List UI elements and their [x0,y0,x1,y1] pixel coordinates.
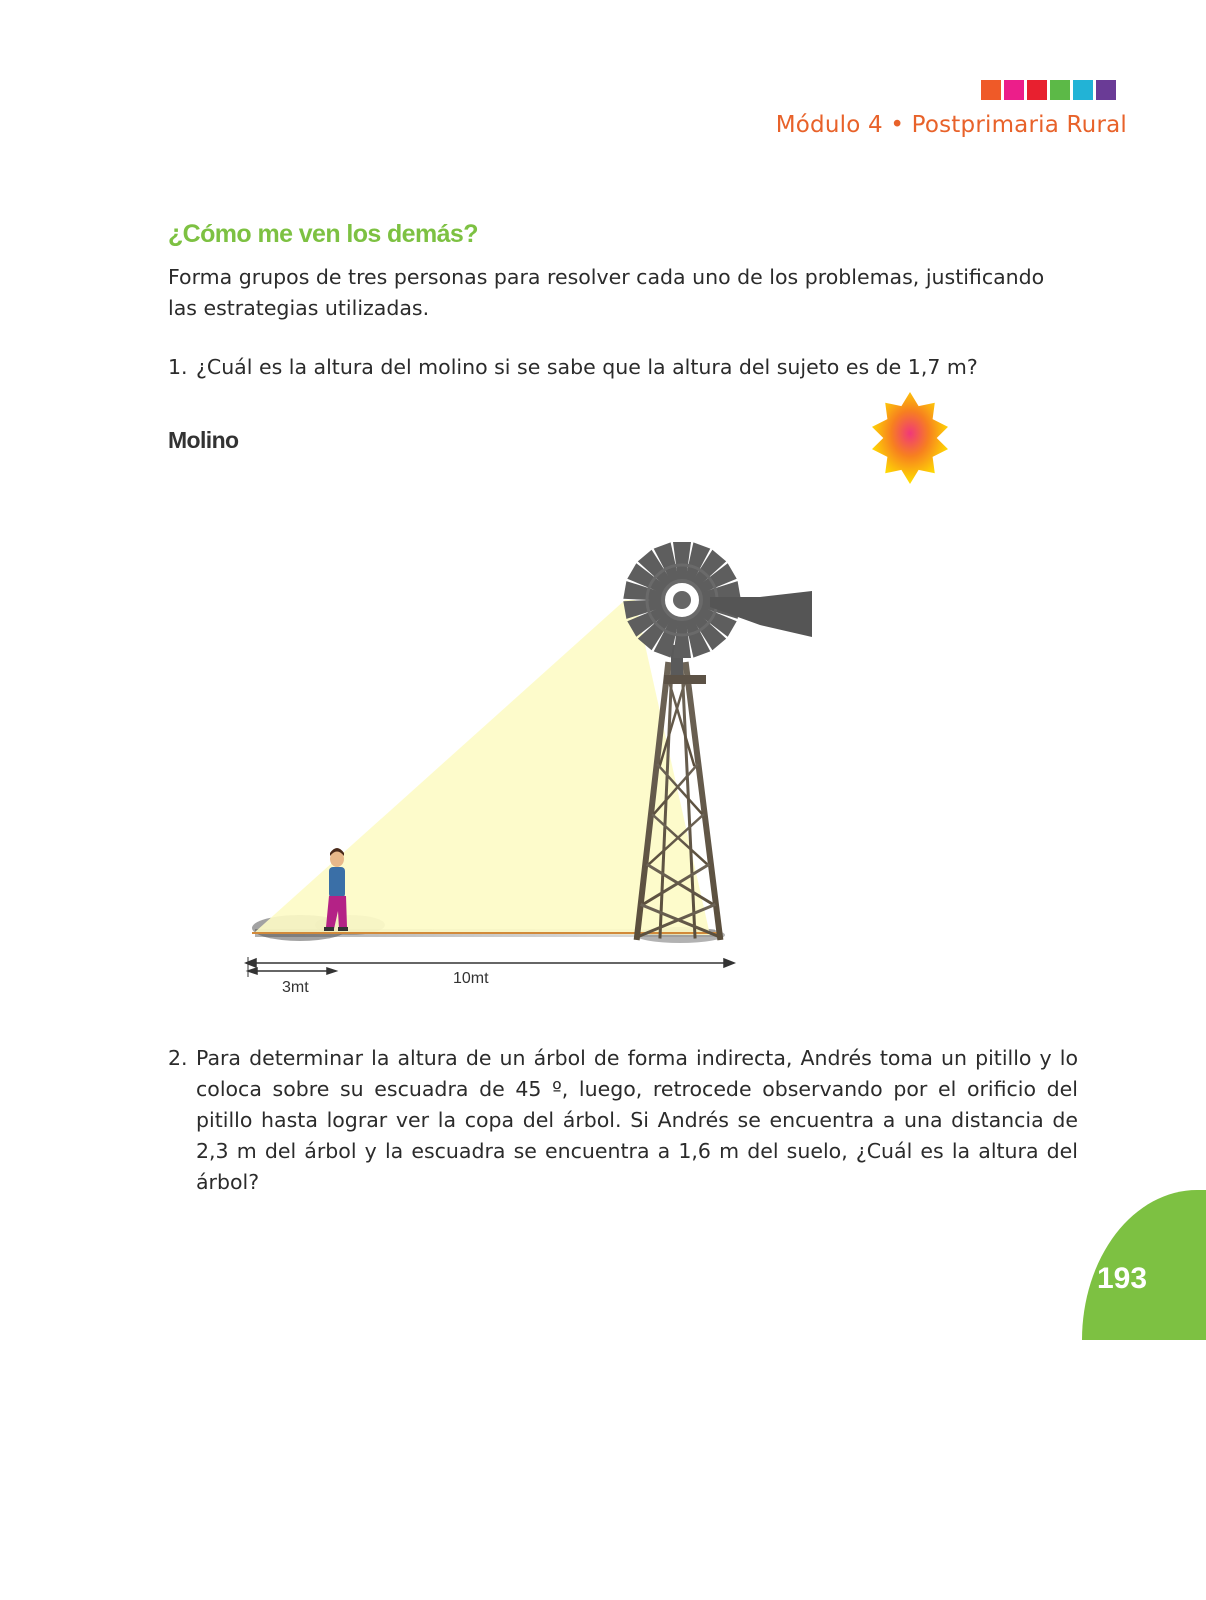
color-square-green [1050,80,1070,100]
question-1-text: ¿Cuál es la altura del molino si se sabe que la altura del sujeto es de 1,7 m? [196,355,978,379]
label-10mt: 10mt [453,970,489,987]
sun-icon [862,390,958,486]
color-square-cyan [1073,80,1093,100]
section-title: ¿Cómo me ven los demás? [168,220,478,248]
question-1 [168,352,1078,383]
color-square-orange [981,80,1001,100]
module-title: Módulo 4 • Postprimaria Rural [775,112,1127,138]
color-square-pink [1004,80,1024,100]
page-number: 193 [1097,1262,1148,1295]
question-2 [168,1043,1078,1198]
measurement-arrows [246,957,734,977]
windmill-figure [240,525,820,1005]
color-square-purple [1096,80,1116,100]
header-color-squares [981,80,1116,100]
question-2-number: 2. [168,1046,188,1070]
intro-paragraph: Forma grupos de tres personas para resolver cada uno de los problemas, justificando las estrategias utilizadas. [168,265,1045,320]
question-2-text: Para determinar la altura de un árbol de forma indirecta, Andrés toma un pitillo y lo coloca sobre su escuadra de 45 º, luego, retrocede observando por el orificio del pitillo hasta lograr ver la copa del árbol. Si Andrés se encuentra a una distancia de 2,3 m del árbol y la escuadra se encuentra a 1,6 m del suelo, ¿Cuál es la altura del árbol? [196,1046,1078,1194]
color-square-red [1027,80,1047,100]
label-3mt: 3mt [282,979,309,996]
tower-cap [664,675,706,684]
question-1-number: 1. [168,355,188,379]
figure-title: Molino [168,427,239,453]
